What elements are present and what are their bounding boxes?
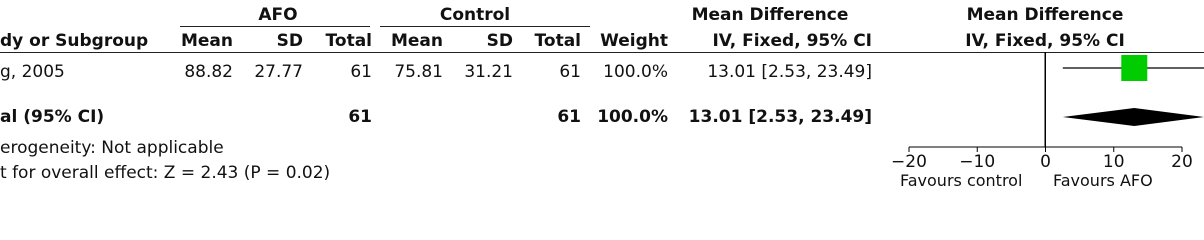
- study-total2: 61: [559, 62, 581, 82]
- weight-header: Weight: [600, 31, 668, 51]
- total1-header: Total: [325, 31, 372, 51]
- x-tick-label: 10: [1102, 152, 1125, 172]
- x-tick-label: 0: [1040, 152, 1051, 172]
- study-sd1: 27.77: [254, 62, 303, 82]
- x-tick-label: −10: [959, 152, 996, 172]
- total2-header: Total: [534, 31, 581, 51]
- total-weight: 100.0%: [597, 107, 668, 127]
- sd1-header: SD: [276, 31, 303, 51]
- x-tick-label: −20: [891, 152, 927, 172]
- study-sd2: 31.21: [464, 62, 513, 82]
- mean2-header: Mean: [390, 31, 443, 51]
- study-mean2: 75.81: [394, 62, 443, 82]
- study-name: g, 2005: [0, 62, 65, 82]
- study-column-header: dy or Subgroup: [0, 31, 149, 51]
- study-point-marker: [1121, 55, 1147, 81]
- favours-left-label: Favours control: [900, 171, 1023, 190]
- plot-header-method: IV, Fixed, 95% CI: [965, 31, 1125, 51]
- x-tick-label: 20: [1171, 152, 1193, 172]
- favours-right-label: Favours AFO: [1053, 171, 1153, 190]
- mean1-header: Mean: [180, 31, 233, 51]
- study-ci-text: 13.01 [2.53, 23.49]: [707, 62, 872, 82]
- total-label: al (95% CI): [0, 107, 105, 127]
- md-header-method: IV, Fixed, 95% CI: [712, 31, 872, 51]
- md-header-title: Mean Difference: [691, 5, 849, 25]
- pooled-diamond: [1063, 108, 1204, 126]
- study-mean1: 88.82: [184, 62, 233, 82]
- plot-header-title: Mean Difference: [966, 5, 1124, 25]
- sd2-header: SD: [486, 31, 513, 51]
- total-total2: 61: [557, 107, 581, 127]
- heterogeneity-text: erogeneity: Not applicable: [0, 138, 224, 158]
- group1-header: AFO: [258, 5, 298, 25]
- group2-header: Control: [439, 5, 511, 25]
- study-total1: 61: [350, 62, 372, 82]
- study-weight: 100.0%: [603, 62, 668, 82]
- total-total1: 61: [348, 107, 372, 127]
- total-ci-text: 13.01 [2.53, 23.49]: [688, 107, 872, 127]
- overall-effect-text: t for overall effect: Z = 2.43 (P = 0.02): [0, 163, 331, 183]
